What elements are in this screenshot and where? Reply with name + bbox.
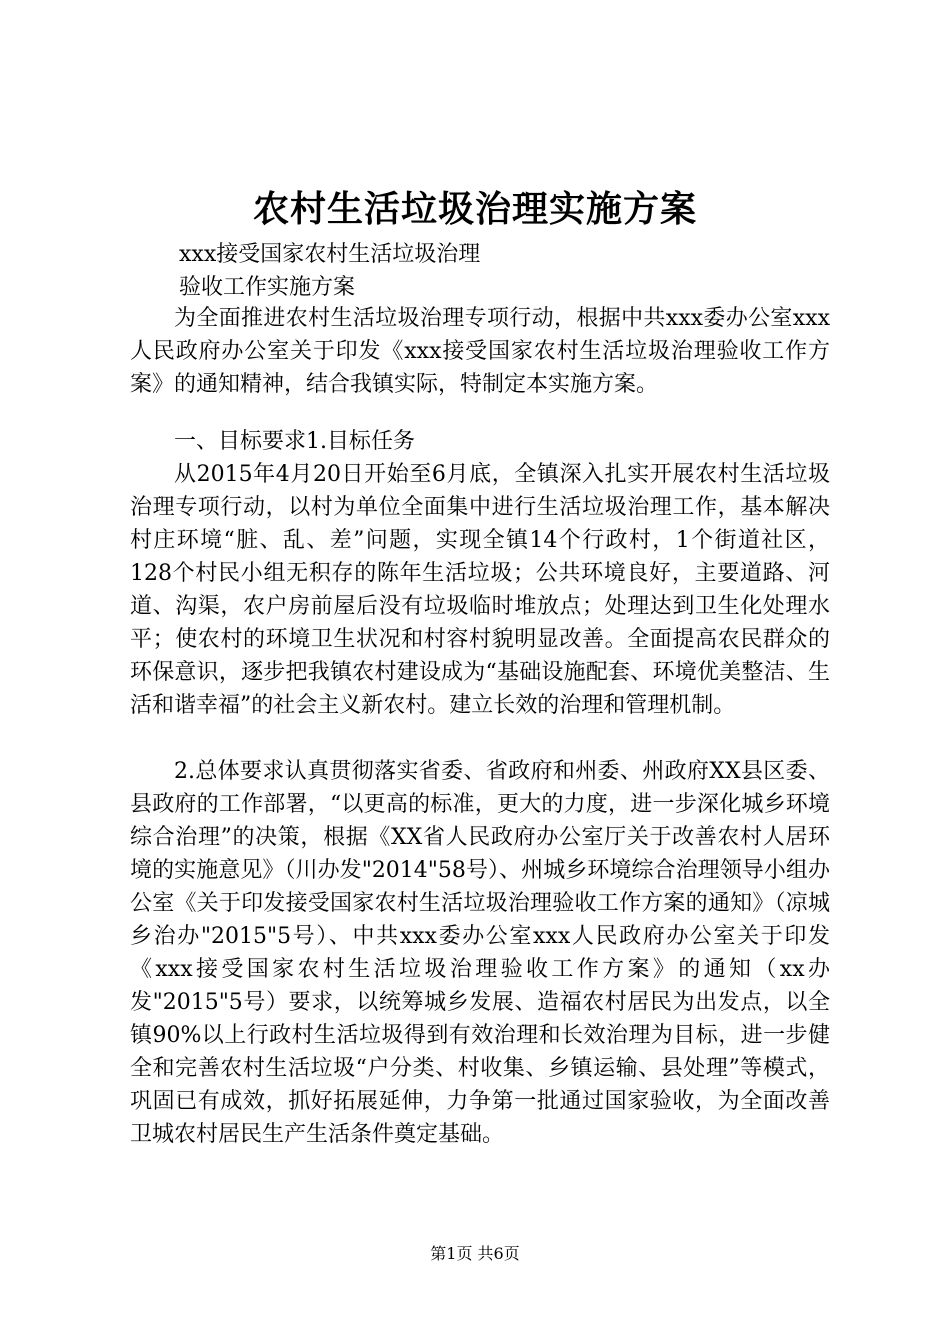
page-number-footer: 第1页 共6页 xyxy=(430,1244,520,1263)
document-title: 农村生活垃圾治理实施方案 xyxy=(252,188,697,230)
subtitle-line-1: xxx接受国家农村生活垃圾治理 xyxy=(179,242,481,267)
paragraph-overall-requirements: 2.总体要求认真贯彻落实省委、省政府和州委、州政府XX县区委、县政府的工作部署，“以更高的标准，更大的力度，进一步深化城乡环境综合治理”的决策，根据《XX省人民政府办公室厅关于改善农村人居环境的实施意见》（川办发"2014"58号）、州城乡环境综合治理领导小组办公室《关于印发接受国家农村生活垃圾治理验收工作方案的通知》（凉城乡治办"2015"5号）、中共xxx委办公室xxx人民政府办公室关于印发《xxx接受国家农村生活垃圾治理验收工作方案》的通知（xx办发"2015"5号）要求，以统筹城乡发展、造福农村居民为出发点，以全镇90%以上行政村生活垃圾得到有效治理和长效治理为目标，进一步健全和完善农村生活垃圾“户分类、村收集、乡镇运输、县处理”等模式，巩固已有成效，抓好拓展延伸，力争第一批通过国家验收，为全面改善卫城农村居民生产生活条件奠定基础。 xyxy=(130,759,830,1147)
subtitle-line-2: 验收工作实施方案 xyxy=(179,275,356,300)
paragraph-intro: 为全面推进农村生活垃圾治理专项行动，根据中共xxx委办公室xxx人民政府办公室关于印发《xxx接受国家农村生活垃圾治理验收工作方案》的通知精神，结合我镇实际，特制定本实施方案。 xyxy=(130,306,830,397)
paragraph-goal-tasks: 从2015年4月20日开始至6月底，全镇深入扎实开展农村生活垃圾治理专项行动，以村为单位全面集中进行生活垃圾治理工作，基本解决村庄环境“脏、乱、差”问题，实现全镇14个行政村，1个街道社区，128个村民小组无积存的陈年生活垃圾；公共环境良好，主要道路、河道、沟渠，农户房前屋后没有垃圾临时堆放点；处理达到卫生化处理水平；使农村的环境卫生状况和村容村貌明显改善。全面提高农民群众的环保意识，逐步把我镇农村建设成为“基础设施配套、环境优美整洁、生活和谐幸福”的社会主义新农村。建立长效的治理和管理机制。 xyxy=(130,462,830,718)
section-heading-goals: 一、目标要求1.目标任务 xyxy=(174,429,415,454)
